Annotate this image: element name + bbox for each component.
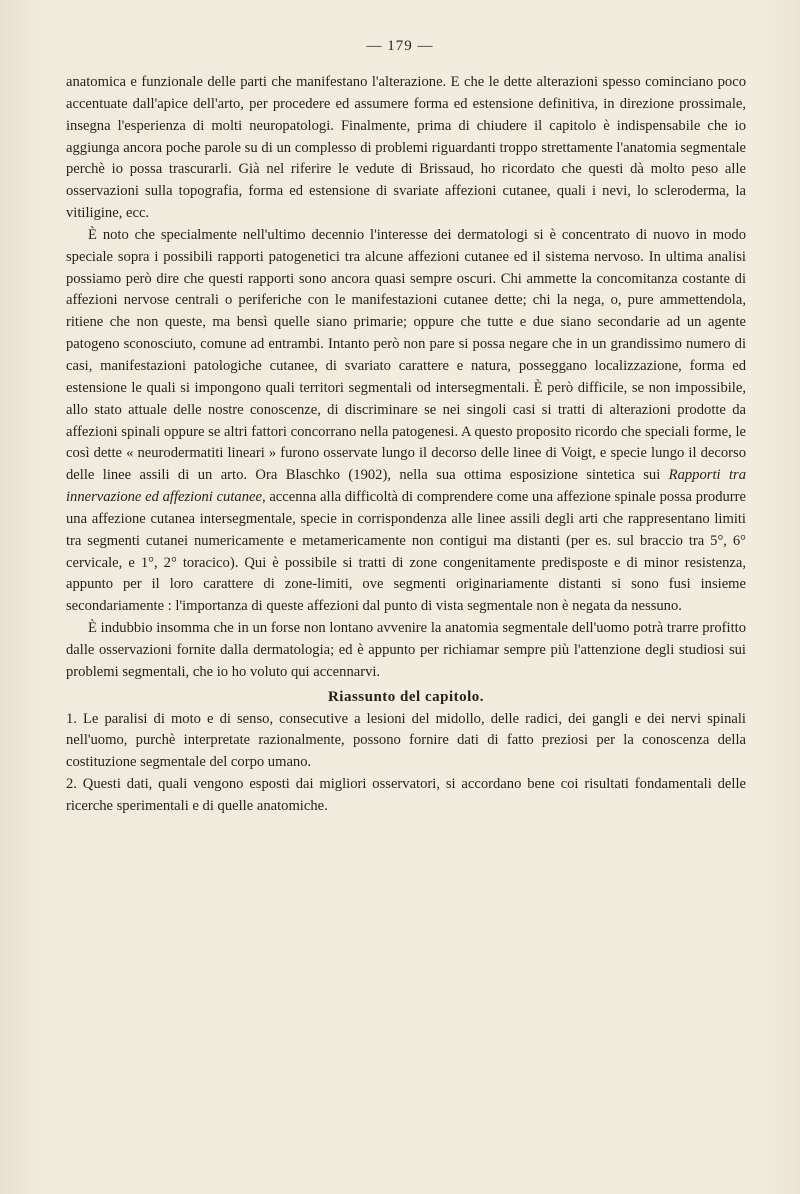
paragraph-2-text-a: È noto che specialmente nell'ultimo decennio l'interesse dei dermatologi si è concentrato di nuovo in modo speciale sopra i possibili rapporti patogenetici tra alcune affezioni cutanee ed il sistema nervoso. In ultima analisi possiamo però dire che questi rapporti sono ancora quasi sempre oscuri. Chi ammette la concomitanza costante di affezioni nervose centrali o periferiche con le manifestazioni cutanee dette; chi la nega, o, pure ammettendola, ritiene che non queste, ma bensì quelle siano primarie; oppure che tutte e due siano secondarie ad un agente patogeno sconosciuto, comune ad entrambi. Intanto però non pare si possa negare che in un grandissimo numero di casi, manifestazioni patologiche cutanee, di svariato carattere e natura, posseggano localizzazione, forma ed estensione le quali si impongono quali territori segmentali od intersegmentali. È però difficile, se non impossibile, allo stato attuale delle nostre conoscenze, di discriminare se nei singoli casi si tratti di alterazioni prodotte da affezioni spinali oppure se altri fattori concorrano nella patogenesi. A questo proposito ricordo che speciali forme, le così dette « neurodermatiti lineari » furono osservate lungo il decorso delle linee di Voigt, e specie lungo il decorso delle linee assili di un arto. Ora Blaschko (1902), nella sua ottima esposizione sintetica sui xyxy=(66,226,746,484)
paragraph-2-text-b: , accenna alla difficoltà di comprendere come una affezione spinale possa produrre una affezione cutanea intersegmentale, specie in corrispondenza alle linee assili degli arti che rappresentano limiti tra segmenti cutanei numericamente e metamericamente non contigui ma distanti (per es. sul braccio tra 5°, 6° cervicale, e 1°, 2° toracico). Qui è possibile si tratti di zone congenitamente predisposte e di minor resistenza, appunto per il loro carattere di zone-limiti, ove segmenti originariamente distanti si sono fusi insieme secondariamente : l'importanza di queste affezioni dal punto di vista segmentale non è negata da nessuno. xyxy=(66,489,746,615)
page-number: — 179 — xyxy=(366,38,434,54)
summary-item-2: 2. Questi dati, quali vengono esposti dai migliori osservatori, si accordano bene coi risultati fondamentali delle ricerche sperimentali e di quelle anatomiche. xyxy=(66,776,746,814)
main-text xyxy=(66,72,746,818)
cited-title: Rapporti tra innervazione ed affezioni cutanee xyxy=(66,467,746,506)
paragraph-3: È indubbio insomma che in un forse non lontano avvenire la anatomia segmentale dell'uomo potrà trarre profitto dalle osservazioni fornite dalla dermatologia; ed è appunto per richiamar sempre più l'attenzione degli studiosi sui problemi segmentali, che io ho voluto qui accennarvi. xyxy=(66,620,746,680)
section-heading: Riassunto del capitolo. xyxy=(327,688,485,705)
paragraph-2 xyxy=(66,225,746,618)
paragraph-1: anatomica e funzionale delle parti che manifestano l'alterazione. E che le dette alterazioni spesso cominciano poco accentuate dall'apice dell'arto, per procedere ed assumere forma ed estensione definitiva, in direzione prossimale, insegna l'esperienza di molti neuropatologi. Finalmente, prima di chiudere il capitolo è indispensabile che io aggiunga ancora poche parole su di un complesso di problemi riguardanti troppo strettamente l'anatomia segmentale perchè io possa trascurarli. Già nel riferire le vedute di Brissaud, ho ricordato che questi dà molto peso alle osservazioni sulla topografia, forma ed estensione di svariate affezioni cutanee, quali i nevi, lo scleroderma, la vitiligine, ecc. xyxy=(66,74,746,222)
summary-item-1: 1. Le paralisi di moto e di senso, consecutive a lesioni del midollo, delle radici, dei gangli e dei nervi spinali nell'uomo, purchè interpretate razionalmente, possono fornire dati di fatto preziosi per la conoscenza della costituzione segmentale del corpo umano. xyxy=(66,710,746,771)
